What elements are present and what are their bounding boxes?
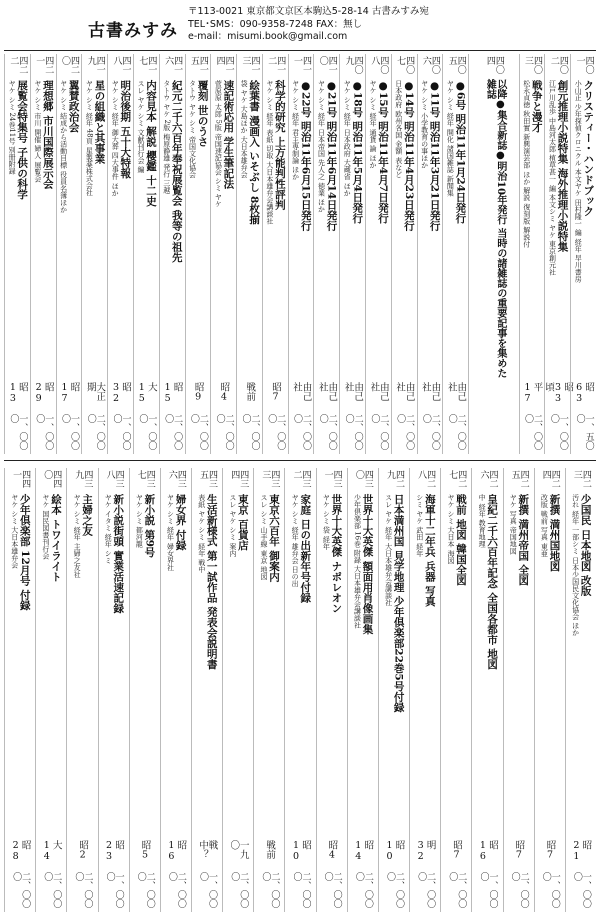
item-detail: ヤケ シミ 経年 表紙 切取 大日本雄弁会講談社 <box>265 80 274 225</box>
item-price: 二、〇〇〇 <box>73 872 93 908</box>
listing-item <box>570 54 596 454</box>
item-title: 以降●集合新誌●明治10年発行 当時の諸雑誌の重要記事を集めた雑誌 <box>484 78 506 379</box>
top-listing-panel <box>4 54 596 454</box>
item-year: 昭9 <box>192 382 204 403</box>
item-title: 日本満州国 見学地理 少年倶楽部22巻5号付録 <box>392 494 405 713</box>
item-detail: スレ ヤケ 経年 大日本雄弁会講談社 <box>384 494 393 606</box>
listing-item <box>236 54 262 454</box>
listing-item <box>339 54 365 454</box>
item-price: 二、〇〇〇 <box>240 414 260 450</box>
item-number: 四三九 <box>73 470 93 488</box>
item-detail: ヤケ シミ 大日本 海図 <box>446 494 455 564</box>
item-detail: 菅原原 太郎 5版 帝国速記協会 シミ ヤケ <box>214 80 223 208</box>
item-title: 展覧会特集号 子供の科学 <box>16 80 29 200</box>
item-year: 昭32 <box>110 382 132 404</box>
item-number: 四〇四 <box>484 56 504 74</box>
item-year: 昭7 <box>544 840 556 861</box>
item-price: 二、〇〇〇 <box>260 872 280 908</box>
item-price: 二、〇〇〇 <box>291 872 311 908</box>
item-content <box>472 494 502 838</box>
item-price: 二、〇〇〇 <box>343 414 363 450</box>
listing-item <box>98 468 129 912</box>
item-detail: ヤケ 写真 帝国地図 <box>509 494 518 555</box>
catalog-header <box>88 6 596 46</box>
item-price: 二、〇〇〇 <box>135 872 155 908</box>
listing-item <box>442 54 468 454</box>
item-number: 四三五 <box>198 470 218 488</box>
item-year: 昭2 <box>77 840 89 861</box>
item-price: 二、〇〇〇 <box>523 414 543 450</box>
listing-item <box>365 54 391 454</box>
item-content <box>134 80 159 380</box>
item-detail: ヤケ シミ 経年 日本帝国 先人之 徳業 ほか <box>317 80 326 213</box>
item-content <box>263 80 288 380</box>
item-title: ●14号 明治11年4月23日発行 <box>402 80 415 231</box>
item-content <box>82 80 107 380</box>
item-content <box>314 80 339 380</box>
item-content <box>348 494 378 838</box>
item-price: 二、〇〇〇 <box>509 872 529 908</box>
item-content <box>317 494 347 838</box>
item-title: ●6号 明治11年1月24日発行 <box>454 80 467 224</box>
item-year: 一九〇 <box>228 840 249 859</box>
item-number: 四二三 <box>571 470 591 488</box>
item-price: 二、〇〇〇 <box>85 414 105 450</box>
listing-item <box>519 54 545 454</box>
listing-item <box>222 468 253 912</box>
item-year: 昭16 <box>477 840 498 862</box>
item-price: 一、〇〇〇 <box>34 414 54 450</box>
item-price: 二、〇〇〇 <box>214 414 234 450</box>
item-content <box>108 80 133 380</box>
item-price: 二、〇〇〇 <box>188 414 208 450</box>
item-year: 由己社 <box>291 382 312 401</box>
item-number: 四〇九 <box>343 56 363 74</box>
listing-item <box>4 468 35 912</box>
listing-item <box>35 468 66 912</box>
item-number: 四一四 <box>214 56 234 74</box>
item-content <box>571 80 596 380</box>
item-year: 昭14 <box>352 840 374 862</box>
listing-item <box>253 468 284 912</box>
item-number: 四四一 <box>11 470 31 488</box>
item-detail: ヤケ シミ 袋 経年 <box>322 494 331 550</box>
item-year: 昭16 <box>165 840 187 862</box>
item-title: 理想郷 市川国際展示会 <box>41 80 54 189</box>
item-title: 覆刻 世のうさ <box>196 80 209 147</box>
item-year: 昭7 <box>451 840 463 861</box>
item-detail: ヤケ シミ 結成から活動目標 役員名簿ほか <box>59 80 68 213</box>
item-price: 一、〇〇〇 <box>104 872 124 908</box>
item-title: 内容見本 解説 櫻鑑 十二史 <box>145 80 157 207</box>
item-year: 昭10 <box>290 840 312 862</box>
item-content <box>504 494 534 838</box>
item-title: ●11号 明治11年3月21日発行 <box>428 80 441 231</box>
item-content <box>410 494 440 838</box>
listing-item <box>30 54 56 454</box>
item-number: 四〇六 <box>420 56 440 74</box>
item-title: 新小説 第9号 <box>143 494 156 558</box>
item-price: 二、〇〇〇 <box>11 872 31 908</box>
item-title: 新撰 満州国地図 <box>548 494 561 572</box>
listing-item <box>417 54 443 454</box>
item-number: 四三四 <box>229 470 249 488</box>
item-year: 昭5 <box>139 840 151 861</box>
item-price: 一、〇〇〇 <box>540 872 560 908</box>
item-content <box>340 80 365 380</box>
item-number: 四三〇 <box>353 470 373 488</box>
listing-item <box>159 54 185 454</box>
item-price: 一、〇〇〇 <box>111 414 131 450</box>
item-year: 由己社 <box>342 382 364 401</box>
listing-item <box>129 468 160 912</box>
item-title: 科学的研究 上方能判性評判 <box>273 80 286 210</box>
item-detail: ヤケ シミ 経年 48頁 星製薬株式会社 <box>85 80 94 196</box>
item-title: 戦争と漫才 <box>530 80 543 133</box>
listing-item <box>210 54 236 454</box>
listing-item <box>133 54 159 454</box>
item-detail: シミ ヤケ 武田 経年 <box>415 494 424 557</box>
item-price: 二、〇〇〇 <box>292 414 312 450</box>
item-detail: タトウ ヤケ シミ 帝国文化協会 <box>188 80 197 178</box>
listing-item <box>409 468 440 912</box>
item-price: 一、〇〇〇 <box>478 872 498 908</box>
item-content <box>5 80 30 380</box>
item-title: 東京六百年 御案内 <box>268 494 281 582</box>
listing-item <box>81 54 107 454</box>
item-detail: 汚れ 経年 一部シミ 日本少国民文化協会 ほか <box>571 494 580 636</box>
item-detail: ヤケ シミ 経年 君主専制論 ほか <box>291 80 300 180</box>
item-detail: ヤケ シミ 経年 開化 諸国雑誌 新聞集 <box>446 80 455 197</box>
item-detail: スレ ヤケ シミ 案内 <box>228 494 237 557</box>
item-content <box>223 494 253 838</box>
item-year: 昭21 <box>570 840 592 862</box>
item-number: 四四〇 <box>42 470 62 488</box>
item-number: 四二八 <box>416 470 436 488</box>
item-year: 由己社 <box>419 382 441 401</box>
item-content <box>211 80 236 380</box>
item-title: ●15号 明治11年4月7日発行 <box>377 80 390 224</box>
item-number: 四一五 <box>188 56 208 74</box>
item-price: 一、〇〇〇 <box>59 414 79 450</box>
item-content <box>443 80 468 380</box>
item-price: 二、〇〇〇 <box>266 414 286 450</box>
item-title: クリスティー・ハンドブック <box>582 80 595 217</box>
item-detail: 袋 ヤケ 大島ほか 大日本雄弁会 <box>240 80 249 178</box>
listing-item <box>503 468 534 912</box>
item-detail: 少年倶楽部 16巻 附録 大日本雄弁会講談社 <box>353 494 362 629</box>
item-year: 戦前 <box>244 382 256 401</box>
item-detail: ヤケ 国民図書刊行会 <box>41 494 50 560</box>
item-price: 二、〇〇〇 <box>369 414 389 450</box>
item-year: 昭33頃 <box>543 382 574 404</box>
item-detail: ヤケ イタミ 経年 シミ <box>104 494 113 564</box>
listing-item <box>534 468 565 912</box>
item-title: 絵本 トワイライト <box>49 494 62 582</box>
item-number: 四一二 <box>266 56 286 74</box>
item-price: 二、〇〇〇 <box>42 872 62 908</box>
item-year: 昭4 <box>218 382 230 403</box>
item-content <box>566 494 596 838</box>
item-content <box>36 494 66 838</box>
item-number: 四二五 <box>509 470 529 488</box>
listing-item <box>316 468 347 912</box>
item-number: 四三六 <box>166 470 186 488</box>
listing-item <box>471 468 502 912</box>
item-price: 二、〇〇〇 <box>384 872 404 908</box>
listing-item <box>468 54 519 454</box>
item-number: 四二一 <box>34 56 54 74</box>
listing-item <box>262 54 288 454</box>
item-year: 由己社 <box>394 382 415 401</box>
listing-item <box>160 468 191 912</box>
listing-item <box>543 54 574 454</box>
item-content <box>161 494 191 838</box>
listing-item <box>4 54 30 454</box>
item-content <box>31 80 56 380</box>
item-title: 東京 百貨店 <box>236 494 249 551</box>
item-title: 絵葉書 漫画入 いそぶし 8枚揃 <box>248 80 261 225</box>
item-year: 昭13 <box>7 382 28 404</box>
listing-item <box>288 54 314 454</box>
item-number: 四二七 <box>447 470 467 488</box>
shop-address: 〒113-0021 東京都文京区本駒込5-28-14 古書みすみ宛 TEL･SMS：090-9358-7248 FAX：無し e-mail：misumi.book@gmail.com <box>188 6 429 43</box>
item-content <box>130 494 160 838</box>
listing-item <box>378 468 409 912</box>
listing-item <box>191 468 222 912</box>
item-title: 新撰 満州帝国 全図 <box>517 494 530 586</box>
item-price: 二、〇〇〇 <box>229 872 249 908</box>
item-number: 四〇三 <box>523 56 543 74</box>
item-year: 昭15 <box>162 382 183 404</box>
item-price: 一、〇〇〇 <box>8 414 28 450</box>
item-detail: ヤケ シミ 経年 主婦之友社 <box>73 494 82 578</box>
item-title: 紀元二千六百年奉祝展覧会 我等の祖先 <box>170 80 183 263</box>
item-title: 生活新様式 第一試作品 発表会説明書 <box>205 494 218 670</box>
item-number: 四〇七 <box>395 56 415 74</box>
item-content <box>186 80 211 380</box>
item-title: 婦女界 付録 <box>174 494 187 551</box>
item-price: 二、〇〇〇 <box>163 414 183 450</box>
item-title: 新小説街頭 實業活速記録 <box>112 494 125 614</box>
item-title: 明治後期 五十大特報 <box>119 80 132 179</box>
item-number: 四一一 <box>292 56 312 74</box>
bottom-listing-panel <box>4 468 596 912</box>
item-price: 二、〇〇〇 <box>420 414 440 450</box>
item-content <box>160 80 185 380</box>
item-year: 昭23 <box>103 840 125 862</box>
item-year: 由己社 <box>316 382 338 401</box>
item-price: 二、〇〇〇 <box>322 872 342 908</box>
item-title: 主婦之友 <box>81 494 94 536</box>
item-detail: 中 経年 教育地理 <box>478 494 487 548</box>
item-title: 少年倶楽部 12月号 付録 <box>18 494 31 611</box>
item-content <box>366 80 391 380</box>
item-content <box>441 494 471 838</box>
item-detail: 小山正 少年探偵クロニクル 本文ヤケ 田村隆一 編 経年 早川書房 <box>574 80 583 283</box>
item-number: 四二〇 <box>59 56 79 74</box>
item-content <box>99 494 129 838</box>
item-number: 四一八 <box>111 56 131 74</box>
item-year: 戦前 <box>264 840 276 859</box>
item-number: 四一〇 <box>317 56 337 74</box>
item-detail: ヤケ シミ 経年 雄弁会 日の出 <box>291 494 300 587</box>
item-detail: スレ シミ 山手線 東京 地図 <box>260 494 269 580</box>
item-number: 四一七 <box>137 56 157 74</box>
middle-divider <box>4 460 596 461</box>
item-year: 昭63 <box>573 382 595 404</box>
item-title: 戦前 地図 韓国全図 <box>454 494 467 586</box>
item-detail: 表紙 ヤケ シミ 経年 戦中 <box>197 494 206 573</box>
item-title: 世界十大英傑 ナポレオン <box>330 494 343 614</box>
item-title: 家庭 日の出新年号付録 <box>299 494 312 603</box>
item-number: 四一三 <box>240 56 260 74</box>
item-number: 四二六 <box>478 470 498 488</box>
item-content <box>545 80 570 380</box>
item-content <box>285 494 315 838</box>
listing-item <box>313 54 339 454</box>
item-price: 一、五〇〇 <box>574 414 594 450</box>
item-detail: 日本政府 欧州各国 金額 表など <box>394 80 403 178</box>
item-price: 二、〇〇〇 <box>317 414 337 450</box>
item-content <box>67 494 97 838</box>
item-content <box>5 494 35 838</box>
listing-item <box>284 468 315 912</box>
item-year: 昭28 <box>10 840 31 862</box>
item-title: 星の組織と其事業 <box>93 80 106 164</box>
item-title: 翼賛政治会 <box>67 80 80 133</box>
item-price: 二、〇〇〇 <box>447 872 467 908</box>
item-detail: ヤケ シミ 小学教育の事ほか <box>420 80 429 169</box>
item-price: 二、〇〇〇 <box>446 414 466 450</box>
item-detail: 江戸川乱歩 中島河太郎 植草甚一 編 本文シミ ヤケ 東京創元社 <box>548 80 557 276</box>
item-detail: 改版 戦前 写真 東亜 <box>540 494 549 557</box>
listing-item <box>347 468 378 912</box>
item-year: 大正期 <box>84 382 106 401</box>
item-price: 二、〇〇〇 <box>353 872 373 908</box>
item-price: 二、〇〇〇 <box>395 414 415 450</box>
item-content <box>289 80 314 380</box>
item-number: 四三一 <box>322 470 342 488</box>
listing-item <box>185 54 211 454</box>
item-title: ●21号 明治11年6月14日発行 <box>325 80 338 231</box>
item-number: 四一九 <box>85 56 105 74</box>
item-number: 四二二 <box>8 56 28 74</box>
item-price: 一、〇〇〇 <box>137 414 157 450</box>
item-content <box>254 494 284 838</box>
item-title: 少国民 日本地図 改版 <box>579 494 592 596</box>
listing-item <box>440 468 471 912</box>
top-divider <box>4 50 596 51</box>
item-year: 平17 <box>522 382 543 404</box>
item-price: 一、〇〇〇 <box>571 872 591 908</box>
item-title: 海軍十二年兵 兵器 写真 <box>423 494 436 607</box>
item-content <box>469 79 519 383</box>
item-number: 四〇二 <box>548 56 568 74</box>
item-detail: スレ ヤケ シミ 文献刊行会 編 <box>136 80 145 173</box>
item-year: 明32 <box>415 840 436 862</box>
item-content <box>237 80 262 380</box>
item-detail: ヤケ シミ 市川 開催 婦人 展覧会 <box>33 80 42 183</box>
item-number: 四一六 <box>163 56 183 74</box>
item-title: ●22号 明治11年6月15日発行 <box>299 80 312 231</box>
item-detail: ヤケ シミ 大日本雄弁会 <box>10 494 19 569</box>
item-year: 昭17 <box>58 382 80 404</box>
item-detail: ヤケ シミ 経年 通貨 論 ほか <box>369 80 378 169</box>
listing-item <box>56 54 82 454</box>
item-content <box>379 494 409 838</box>
item-title: 創元推理小説特集 海外推理小説特集 <box>556 80 569 252</box>
item-content <box>535 494 565 838</box>
item-content <box>418 80 443 380</box>
item-title: 皇紀二千六百年記念 全国各都市 地図 <box>486 494 499 670</box>
item-year: 由己社 <box>368 382 389 401</box>
item-detail: ヤケ シミ 24巻11号 別冊附録 <box>8 80 17 175</box>
item-number: 四三八 <box>104 470 124 488</box>
item-detail: ヤケ シミ 都河龍 <box>135 494 144 548</box>
item-number: 四三七 <box>135 470 155 488</box>
item-detail: ヤケ シミ 経年 日本政府 大蔵省 ほか <box>343 80 352 197</box>
item-year: 昭7 <box>513 840 525 861</box>
item-detail: 松永貞徳 秋田實 新興演芸部 ほか 解説 復刻版 解説付 <box>522 80 531 248</box>
item-number: 四三三 <box>260 470 280 488</box>
shop-name: 古書みすみ <box>88 21 178 41</box>
item-number: 四二九 <box>384 470 404 488</box>
item-year: 昭10 <box>383 840 405 862</box>
item-year: 大14 <box>41 840 62 862</box>
item-year: 昭7 <box>269 382 281 403</box>
item-detail: ヤケ シミ 経年 婦女界社 <box>166 494 175 571</box>
item-content <box>392 80 417 380</box>
item-year: 大15 <box>136 382 157 404</box>
item-year: 由己社 <box>445 382 467 401</box>
listing-item <box>66 468 97 912</box>
item-title: ●18号 明治11年5月4日発行 <box>351 80 364 224</box>
listing-item <box>391 54 417 454</box>
item-number: 四二四 <box>540 470 560 488</box>
item-price: 一、〇〇〇 <box>548 414 568 450</box>
item-content <box>192 494 222 838</box>
item-price: 二、〇〇〇 <box>166 872 186 908</box>
item-price: 一、〇〇〇 <box>198 872 218 908</box>
item-title: 世界十大英傑 額面用肖像画集 <box>361 494 374 635</box>
item-content <box>520 80 545 380</box>
item-content <box>57 80 82 380</box>
item-year: 昭4 <box>326 840 338 861</box>
item-detail: ヤケ シミ 経年 御大葬 四大事件 ほか <box>111 80 120 197</box>
item-price: 二、〇〇〇 <box>416 872 436 908</box>
item-year: 昭29 <box>33 382 54 404</box>
item-number: 四三二 <box>291 470 311 488</box>
item-number: 四〇五 <box>446 56 466 74</box>
item-title: 速記術応用 学生筆記法 <box>222 80 235 189</box>
item-number: 四〇一 <box>574 56 594 74</box>
item-year: 戦中？ <box>197 840 218 859</box>
item-detail: タトウ ヤケ 2版 梅原静雄 発行 三越 <box>162 80 171 194</box>
item-number: 四〇八 <box>369 56 389 74</box>
listing-item <box>107 54 133 454</box>
listing-item <box>565 468 596 912</box>
